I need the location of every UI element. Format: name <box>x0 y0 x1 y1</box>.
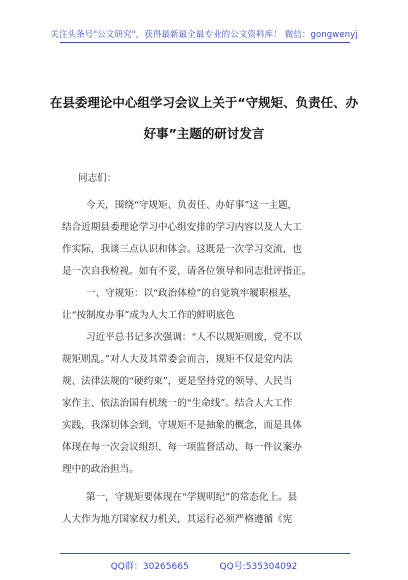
section-heading: 一、守规矩：以“政治体检”的自觉筑牢履职根基， <box>86 288 298 299</box>
paragraph-line: 家作主、依法治国有机统一的“生命线”。结合人大工作 <box>62 398 293 409</box>
paragraph-line: 习近平总书记多次强调：“人不以规矩则废，党不以 <box>86 332 302 343</box>
paragraph-line: 第一，守规矩要体现在“学规明纪”的常态化上。县 <box>86 492 298 503</box>
document-title-line2: 好事”主题的研讨发言 <box>143 126 265 141</box>
paragraph-line: 体现在每一次会议组织、每一项监督活动、每一件议案办 <box>62 442 302 453</box>
footer-divider <box>60 553 350 554</box>
paragraph-line: 结合近期县委理论学习中心组安排的学习内容以及人大工 <box>62 222 302 233</box>
header-promo: 关注头条号"公文研究"，获得最新最全最专业的公文资料库！ 微信：gongwenyj <box>50 30 358 40</box>
salutation: 同志们： <box>78 173 117 184</box>
paragraph-line: 人大作为地方国家权力机关，其运行必须严格遵循《宪 <box>62 514 293 525</box>
footer-qq-group: QQ群：30265665 <box>110 562 189 572</box>
paragraph-line: 今天，围绕“守规矩、负责任、办好事”这一主题， <box>86 200 298 211</box>
paragraph-line: 是一次自我检视。如有不妥，请各位领导和同志批评指正。 <box>62 266 312 277</box>
paragraph-line: 理中的政治担当。 <box>62 464 139 475</box>
document-title-line1: 在县委理论中心组学习会议上关于“守规矩、负责任、办 <box>49 95 359 110</box>
footer-qq-number: QQ号:535304092 <box>219 562 298 572</box>
paragraph-line: 作实际，我谈三点认识和体会。这既是一次学习交流，也 <box>62 244 302 255</box>
section-heading: 让“按制度办事”成为人大工作的鲜明底色 <box>62 310 235 321</box>
header-divider <box>60 42 350 43</box>
footer-contact <box>0 559 408 572</box>
paragraph-line: 规、法律法规的“硬约束”，更是坚持党的领导、人民当 <box>62 376 293 387</box>
paragraph-line: 实践，我深切体会到，守规矩不是抽象的概念，而是具体 <box>62 420 302 431</box>
paragraph-line: 规矩则乱。”对人大及其常委会而言，规矩不仅是党内法 <box>62 354 293 365</box>
